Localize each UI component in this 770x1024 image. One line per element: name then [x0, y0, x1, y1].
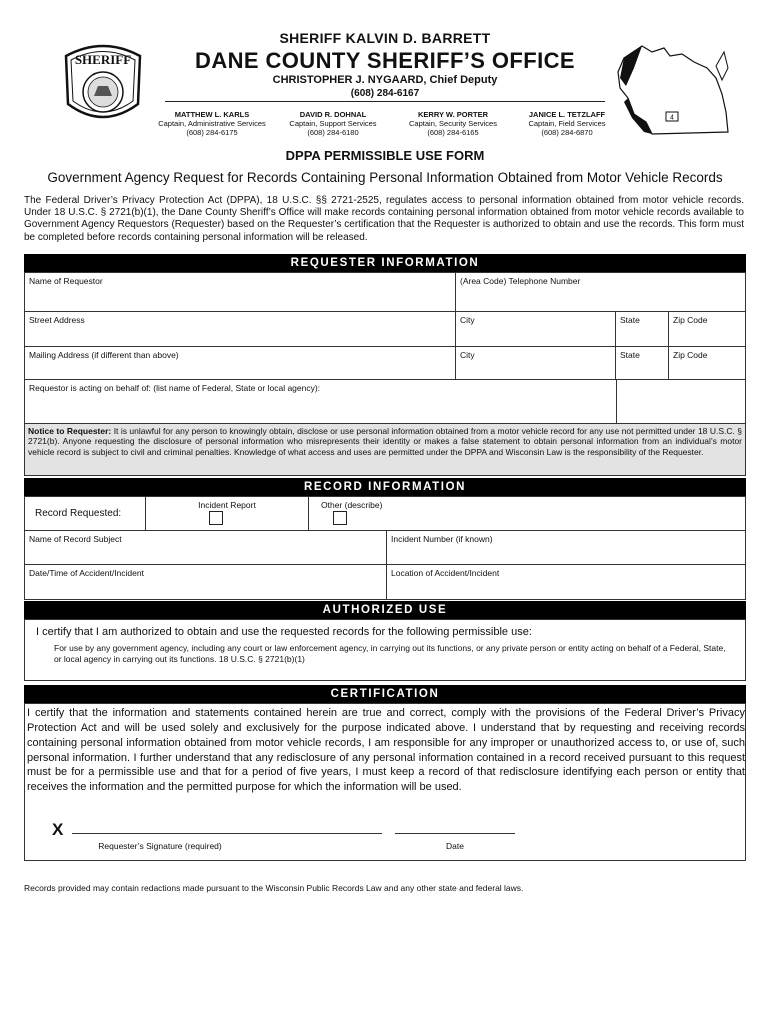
office-phone: (608) 284-6167: [350, 88, 420, 99]
city-label: City: [460, 315, 475, 325]
date-label: Date: [446, 841, 464, 851]
notice-to-requester: [24, 423, 746, 476]
zip-code-label: Zip Code: [673, 315, 708, 325]
captain-security: KERRY W. PORTER Captain, Security Services (608) 284-6165: [409, 110, 497, 137]
requester-section-heading: REQUESTER INFORMATION: [24, 254, 746, 272]
office-name: DANE COUNTY SHERIFF’S OFFICE: [195, 48, 575, 73]
svg-text:4: 4: [670, 114, 674, 122]
record-subject-field[interactable]: [24, 530, 387, 565]
mailing-state-field[interactable]: [615, 346, 669, 380]
form-title: DPPA PERMISSIBLE USE FORM: [285, 148, 485, 163]
street-address-field[interactable]: [24, 311, 456, 347]
captain-administrative: MATTHEW L. KARLS Captain, Administrative Services (608) 284-6175: [158, 110, 266, 137]
telephone-field[interactable]: [455, 272, 746, 312]
notice-lead: Notice to Requester:: [28, 426, 112, 436]
state-field[interactable]: [615, 311, 669, 347]
letterhead: [0, 0, 770, 142]
mailing-state-label: State: [620, 350, 640, 360]
record-requested-label: Record Requested:: [35, 508, 122, 519]
notice-text: It is unlawful for any person to knowingly obtain, disclose or use personal information obtained from a motor vehicle record for any use not permitted under 18 U.S.C. § 2721(b). Anyone requesting the disclosure of personal information who misrepresents their identity or makes a false statement to obtain personal information from an individual’s motor vehicle record is subject to civil and criminal penalties. Knowledge of what access and uses are permitted under the DPPA and Wisconsin Law is the responsibility of the Requester.: [28, 426, 743, 457]
signature-x-mark: X: [52, 820, 64, 839]
mailing-zip-code-field[interactable]: [668, 346, 746, 380]
header-divider: [165, 101, 605, 102]
mailing-address-label: Mailing Address (if different than above): [29, 350, 179, 360]
incident-number-field[interactable]: [386, 530, 746, 565]
authorized-use-heading: AUTHORIZED USE: [24, 601, 746, 619]
requestor-name-field[interactable]: [24, 272, 456, 312]
incident-report-label: Incident Report: [198, 500, 256, 510]
city-field[interactable]: [455, 311, 616, 347]
intro-paragraph: The Federal Driver’s Privacy Protection Act (DPPA), 18 U.S.C. §§ 2721-2525, regulates access to personal information obtained from motor vehicle records. Under 18 U.S.C. § 2721(b)(1), the Dane County Sheriff’s Office will make records containing personal information obtained from motor vehicle records available to Government Agency Requestors (Requester) based on the Requester’s certification that the Requester is authorized to obtain and use the records. This form must be completed before records containing personal information will be released.: [24, 195, 744, 243]
signature-line[interactable]: [72, 833, 382, 834]
certification-heading: CERTIFICATION: [24, 685, 746, 703]
record-requested-cell: [24, 496, 146, 531]
certification-text: I certify that the information and statements contained herein are true and correct, comply with the provisions of the Federal Driver’s Privacy Protection Act and will be used solely and exclusively for the purpose indicated above. I understand that by requesting and receiving records containing personal information obtained from motor vehicle records, I am responsible for any improper or unauthorized access to, or use of, such personal information. I further understand that any redisclosure of any personal information contained in a record received pursuant to this request must be for a permissible use and that for a period of five years, I must keep a record of that redisclosure identifying each person or entity that receives the information and the permitted purpose for which the information will be used.: [27, 707, 745, 794]
accident-datetime-label: Date/Time of Accident/Incident: [29, 568, 144, 578]
other-option[interactable]: [308, 496, 746, 531]
acting-on-behalf-extra-field[interactable]: [616, 379, 746, 424]
authorized-use-purpose: For use by any government agency, including any court or law enforcement agency, in carrying out its functions, or any private person or entity acting on behalf of a Federal, State, or local agency in carrying out its functions. 18 U.S.C. § 2721(b)(1): [54, 643, 726, 664]
acting-on-behalf-field[interactable]: [24, 379, 617, 424]
mailing-city-field[interactable]: [455, 346, 616, 380]
acting-on-behalf-label: Requestor is acting on behalf of: (list name of Federal, State or local agency):: [29, 383, 321, 393]
mailing-city-label: City: [460, 350, 475, 360]
incident-number-label: Incident Number (if known): [391, 534, 493, 544]
record-section-heading: RECORD INFORMATION: [24, 478, 746, 496]
authorized-use-statement: I certify that I am authorized to obtain and use the requested records for the following permissible use:: [36, 626, 532, 638]
street-address-label: Street Address: [29, 315, 85, 325]
wisconsin-map-icon: [612, 38, 742, 140]
incident-report-option[interactable]: [145, 496, 309, 531]
zip-code-field[interactable]: [668, 311, 746, 347]
footer-note: Records provided may contain redactions made pursuant to the Wisconsin Public Records Law and any other state and federal laws.: [24, 883, 524, 893]
accident-datetime-field[interactable]: [24, 564, 387, 600]
state-label: State: [620, 315, 640, 325]
other-label: Other (describe): [321, 500, 383, 510]
svg-text:SHERIFF: SHERIFF: [74, 52, 132, 67]
signature-label: Requester’s Signature (required): [98, 841, 222, 851]
form-subtitle: Government Agency Request for Records Containing Personal Information Obtained from Motor Vehicle Records: [47, 170, 723, 185]
mailing-zip-code-label: Zip Code: [673, 350, 708, 360]
incident-report-checkbox[interactable]: [209, 511, 223, 525]
accident-location-field[interactable]: [386, 564, 746, 600]
date-line[interactable]: [395, 833, 515, 834]
record-subject-label: Name of Record Subject: [29, 534, 122, 544]
sheriff-name: SHERIFF KALVIN D. BARRETT: [279, 30, 491, 46]
mailing-address-field[interactable]: [24, 346, 456, 380]
other-checkbox[interactable]: [333, 511, 347, 525]
captain-field: JANICE L. TETZLAFF Captain, Field Services (608) 284-6870: [528, 110, 606, 137]
sheriff-badge-icon: [58, 34, 148, 134]
accident-location-label: Location of Accident/Incident: [391, 568, 500, 578]
requestor-name-label: Name of Requestor: [29, 276, 103, 286]
chief-deputy: CHRISTOPHER J. NYGAARD, Chief Deputy: [272, 74, 498, 86]
captain-support: DAVID R. DOHNAL Captain, Support Services (608) 284-6180: [289, 110, 377, 137]
telephone-label: (Area Code) Telephone Number: [460, 276, 581, 286]
